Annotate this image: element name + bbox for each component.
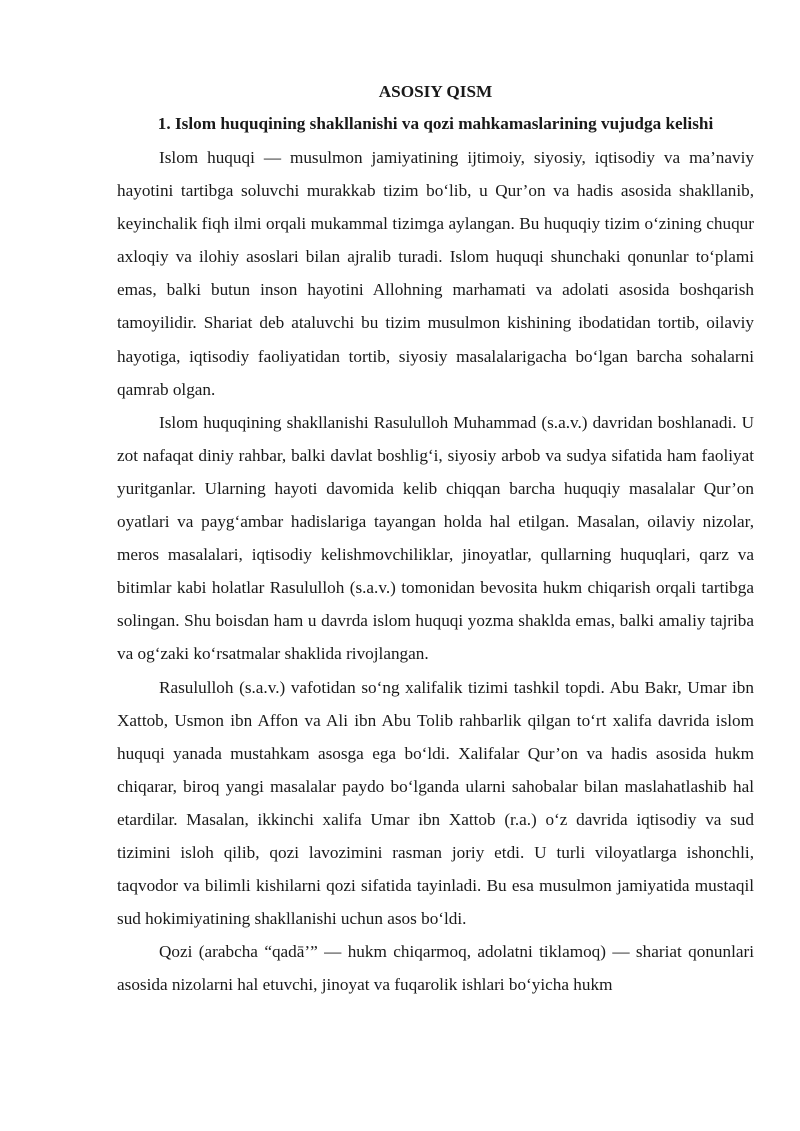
paragraph-4: Qozi (arabcha “qadā’” — hukm chiqarmoq, adolatni tiklamoq) — shariat qonunlari asosida nizolarni hal etuvchi, jinoyat va fuqarolik ishlari bo‘yicha hukm <box>117 942 754 995</box>
paragraph-3: Rasululloh (s.a.v.) vafotidan so‘ng xalifalik tizimi tashkil topdi. Abu Bakr, Umar ibn Xattob, Usmon ibn Affon va Ali ibn Abu Tolib rahbarlik qilgan to‘rt xalifa davrida islom huquqi yanada mustahkam asosga ega bo‘ldi. Xalifalar Qur’on va hadis asosida hukm chiqarar, biroq yangi masalalar paydo bo‘lganda ularni sahobalar bilan maslahatlashib hal etardilar. Masalan, ikkinchi xalifa Umar ibn Xattob (r.a.) o‘z davrida iqtisodiy va sud tizimini isloh qilib, qozi lavozimini rasman joriy etdi. U turli viloyatlarga ishonchli, taqvodor va bilimli kishilarni qozi sifatida tayinladi. Bu esa musulmon jamiyatida mustaqil sud hokimiyatining shakllanishi uchun asos bo‘ldi. <box>117 677 754 929</box>
paragraph-2: Islom huquqining shakllanishi Rasululloh Muhammad (s.a.v.) davridan boshlanadi. U zot nafaqat diniy rahbar, balki davlat boshlig‘i, siyosiy arbob va sudya sifatida ham faoliyat yuritganlar. Ularning hayoti davomida kelib chiqqan barcha huquqiy masalalar Qur’on oyatlari va payg‘ambar hadislariga tayangan holda hal etilgan. Masalan, oilaviy nizolar, meros masalalari, iqtisodiy kelishmovchiliklar, jinoyatlar, qullarning huquqlari, qarz va bitimlar kabi holatlar Rasululloh (s.a.v.) tomonidan bevosita hukm chiqarish orqali tartibga solingan. Shu boisdan ham u davrda islom huquqi yozma shaklda emas, balki amaliy tajriba va og‘zaki ko‘rsatmalar shaklida rivojlangan. <box>117 412 754 664</box>
section-heading: 1. Islom huquqining shakllanishi va qozi mahkamaslarining vujudga kelishi <box>157 114 714 133</box>
paragraph-1: Islom huquqi — musulmon jamiyatining ijtimoiy, siyosiy, iqtisodiy va ma’naviy hayotini tartibga soluvchi murakkab tizim bo‘lib, u Qur’on va hadis asosida shakllanib, keyinchalik fiqh ilmi orqali mukammal tizimga aylangan. Bu huquqiy tizim o‘zining chuqur axloqiy va ilohiy asoslari bilan ajralib turadi. Islom huquqi shunchaki qonunlar to‘plami emas, balki butun inson hayotini Allohning marhamati va adolati asosida boshqarish tamoyilidir. Shariat deb ataluvchi bu tizim musulmon kishining ibodatidan tortib, oilaviy hayotiga, iqtisodiy faoliyatidan tortib, siyosiy masalalarigacha bo‘lgan barcha sohalarni qamrab olgan. <box>117 148 754 399</box>
main-heading: ASOSIY QISM <box>378 82 493 101</box>
document-page <box>117 78 754 1001</box>
